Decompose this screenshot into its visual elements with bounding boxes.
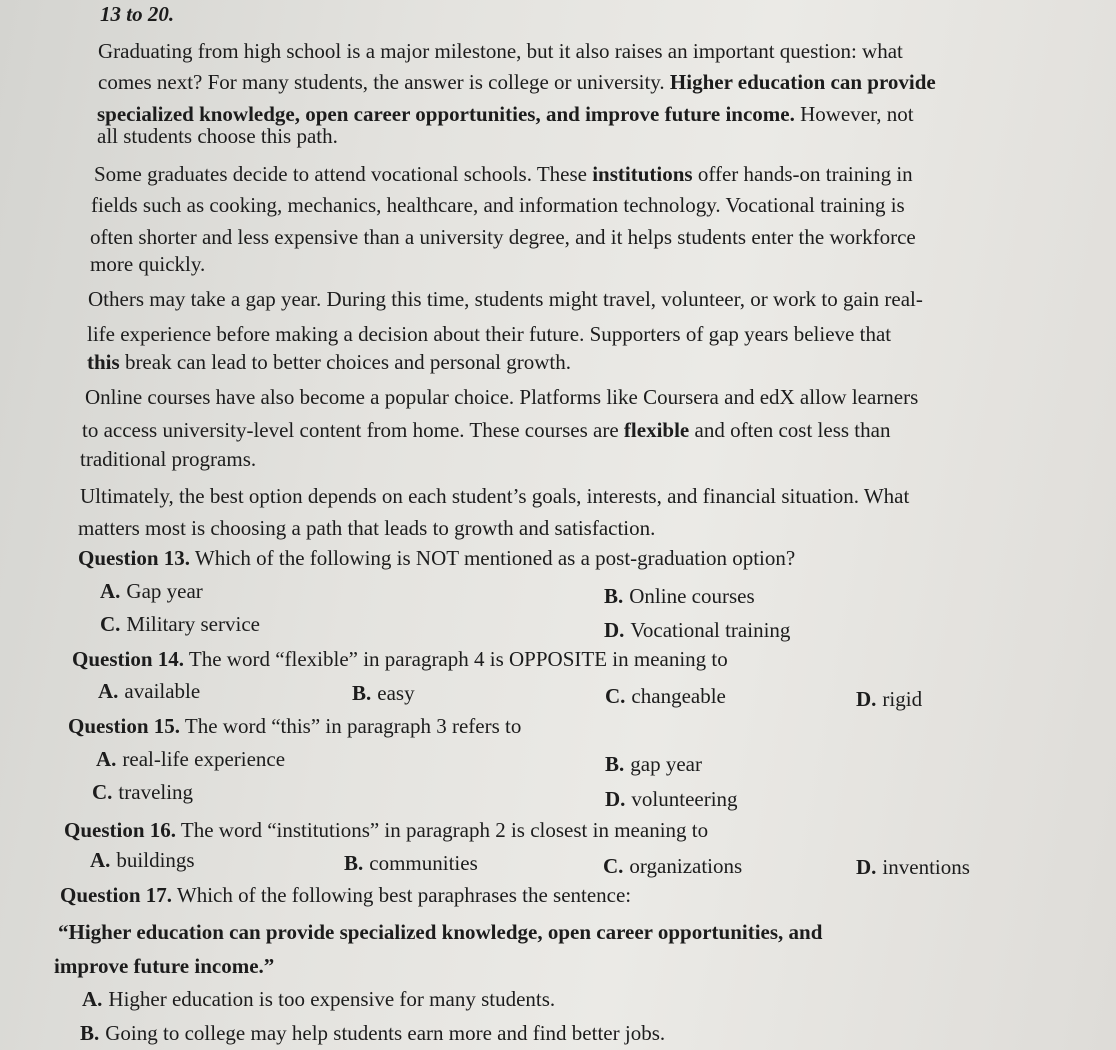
- paragraph-1-line-3: specialized knowledge, open career opportunities, and improve future income. However, not: [97, 102, 914, 126]
- paragraph-2-line-4: more quickly.: [90, 252, 206, 276]
- q15-option-a[interactable]: A. real-life experience: [96, 747, 286, 771]
- question-13: Question 13. Which of the following is NOT mentioned as a post-graduation option?: [78, 546, 796, 570]
- question-14: Question 14. The word “flexible” in paragraph 4 is OPPOSITE in meaning to: [72, 647, 728, 671]
- q13-option-c[interactable]: C. Military service: [100, 612, 260, 636]
- q13-option-d[interactable]: D. Vocational training: [604, 618, 791, 642]
- q15-option-c[interactable]: C. traveling: [92, 780, 194, 804]
- paragraph-3-line-3: this break can lead to better choices and personal growth.: [87, 350, 572, 374]
- q17-quote-line-1: “Higher education can provide specialized knowledge, open career opportunities, and: [58, 920, 823, 944]
- paragraph-5-line-1: Ultimately, the best option depends on each student’s goals, interests, and financial situation. What: [80, 484, 910, 508]
- q14-option-a[interactable]: A. available: [98, 679, 201, 703]
- paragraph-4-line-3: traditional programs.: [80, 447, 257, 471]
- paragraph-3-line-2: life experience before making a decision about their future. Supporters of gap years believe that: [87, 322, 892, 346]
- paragraph-4-line-1: Online courses have also become a popular choice. Platforms like Coursera and edX allow learners: [85, 385, 919, 409]
- paragraph-4-line-2: to access university-level content from home. These courses are flexible and often cost less than: [82, 418, 891, 442]
- paragraph-1-line-2: comes next? For many students, the answer is college or university. Higher education can provide: [98, 70, 936, 94]
- paragraph-2-line-1: Some graduates decide to attend vocational schools. These institutions offer hands-on training in: [94, 162, 913, 186]
- q16-option-a[interactable]: A. buildings: [90, 848, 195, 872]
- q13-option-a[interactable]: A. Gap year: [100, 579, 203, 603]
- q17-option-a[interactable]: A. Higher education is too expensive for many students.: [82, 987, 556, 1011]
- paragraph-2-line-2: fields such as cooking, mechanics, healthcare, and information technology. Vocational training is: [91, 193, 905, 217]
- q16-option-b[interactable]: B. communities: [344, 851, 478, 875]
- q16-option-d[interactable]: D. inventions: [856, 855, 970, 879]
- question-17: Question 17. Which of the following best paraphrases the sentence:: [60, 883, 632, 907]
- q15-option-b[interactable]: B. gap year: [605, 752, 702, 776]
- paragraph-1-line-1: Graduating from high school is a major milestone, but it also raises an important question: what: [98, 39, 903, 63]
- question-16: Question 16. The word “institutions” in paragraph 2 is closest in meaning to: [64, 818, 709, 842]
- question-15: Question 15. The word “this” in paragraph 3 refers to: [68, 714, 522, 738]
- q14-option-b[interactable]: B. easy: [352, 681, 415, 705]
- q14-option-c[interactable]: C. changeable: [605, 684, 726, 708]
- q17-quote-line-2: improve future income.”: [54, 954, 275, 978]
- paragraph-1-line-4: all students choose this path.: [97, 124, 338, 148]
- paragraph-2-line-3: often shorter and less expensive than a university degree, and it helps students enter the workforce: [90, 225, 916, 249]
- paragraph-5-line-2: matters most is choosing a path that leads to growth and satisfaction.: [78, 516, 656, 540]
- q17-option-b[interactable]: B. Going to college may help students earn more and find better jobs.: [80, 1021, 666, 1045]
- q15-option-d[interactable]: D. volunteering: [605, 787, 738, 811]
- paragraph-3-line-1: Others may take a gap year. During this time, students might travel, volunteer, or work to gain real-: [88, 287, 923, 311]
- section-header: 13 to 20.: [100, 2, 175, 26]
- q13-option-b[interactable]: B. Online courses: [604, 584, 755, 608]
- q16-option-c[interactable]: C. organizations: [603, 854, 743, 878]
- q14-option-d[interactable]: D. rigid: [856, 687, 923, 711]
